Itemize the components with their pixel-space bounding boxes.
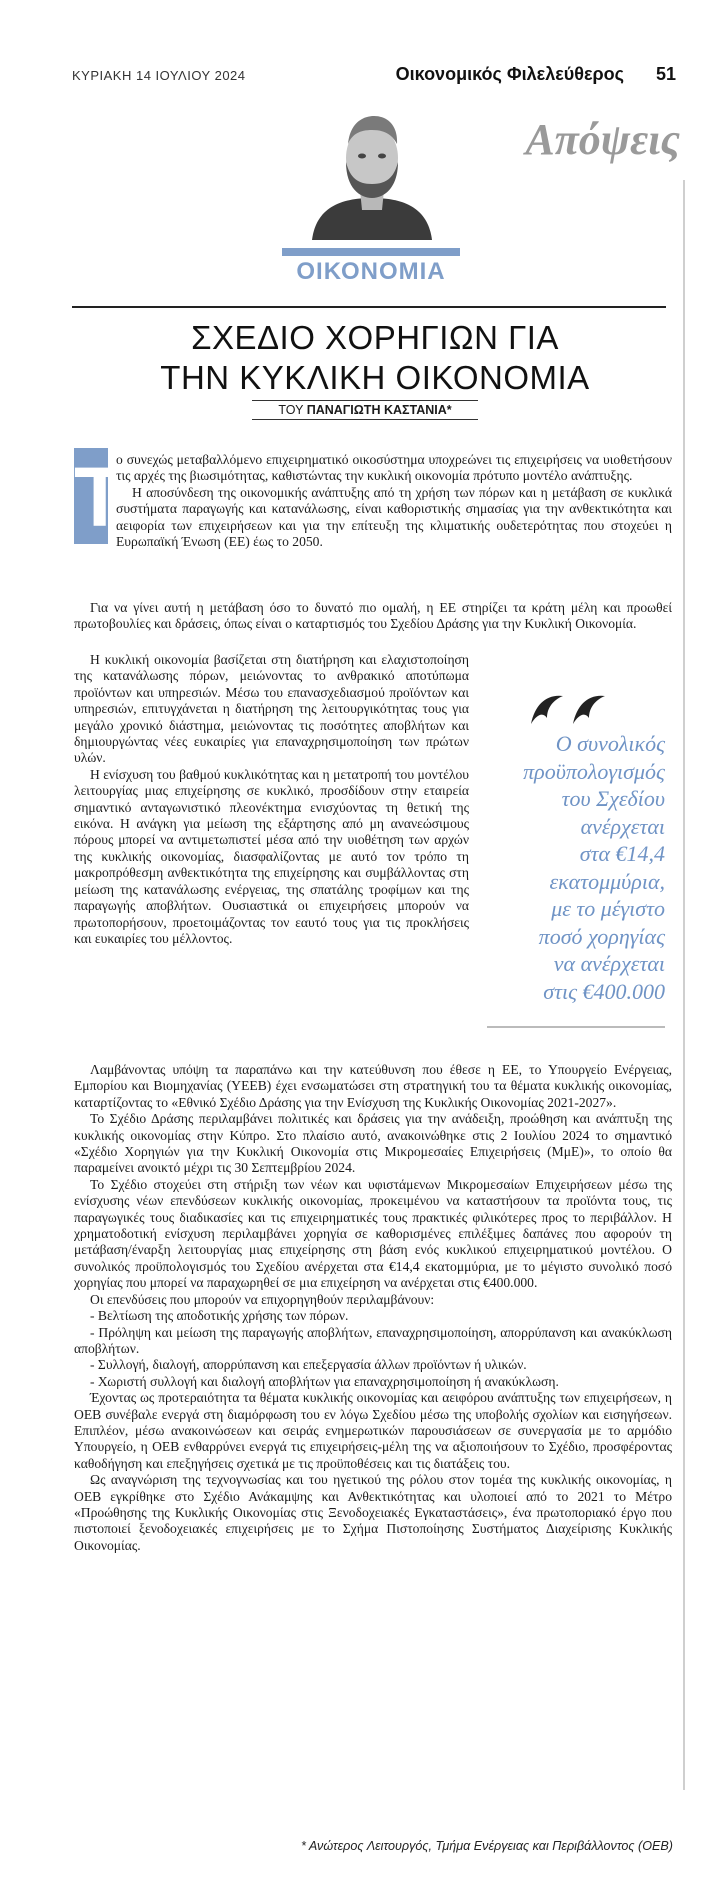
page-number: 51 xyxy=(655,64,676,84)
paragraph-10: Έχοντας ως προτεραιότητα τα θέματα κυκλικής οικονομίας και αειφόρου ανάπτυξης των επιχειρήσεων, η ΟΕΒ συνέβαλε ενεργά στη διαμόρφωση του εν λόγω Σχεδίου μέσω της υποβολής σχολίων και εισηγήσεων. Επιπλέον, μέσω ανακοινώσεων και σειράς ενημερωτικών παρουσιάσεων σε συνεργασία με το αρμόδιο Υπουργείο, η ΟΕΒ ενθαρρύνει ενεργά τις επιχειρήσεις-μέλη της να αξιοποιήσουν το Σχέδιο, προσφέροντας καθοδήγηση και επεξηγήσεις σχετικά με τις προϋποθέσεις και τις διατάξεις του. xyxy=(74,1390,672,1471)
category-label xyxy=(282,248,460,290)
paragraph-8: Το Σχέδιο στοχεύει στη στήριξη των νέων και υφιστάμενων Μικρομεσαίων Επιχειρήσεων μέσω της ενίσχυσης νέων επενδύσεων κυκλικής οικονομίας, προκειμένου να καταστήσουν τα προϊόντα τους, τις παραγωγικές τους διαδικασίες και τις επιχειρηματικές τους πρακτικές φιλικότερες προς το περιβάλλον. Η χρηματοδοτική ενίσχυση περιλαμβάνει χορηγία σε καθορισμένες επιλέξιμες δαπάνες που αφορούν τη μετάβαση/έναρξη λειτουργίας μιας επιχείρησης στη βάση ενός κυκλικού επιχειρηματικού μοντέλου. Ο συνολικός προϋπολογισμός του Σχεδίου ανέρχεται στα €14,4 εκατομμύρια, με το μέγιστο συνολικό ποσό χορηγίας που μπορεί να παραχωρηθεί σε μια επιχείρηση να ανέρχεται στις €400.000. xyxy=(74,1176,672,1291)
paragraph-9: Οι επενδύσεις που μπορούν να επιχορηγηθούν περιλαμβάνουν: xyxy=(90,1291,435,1307)
headline-line-1: ΣΧΕΔΙΟ ΧΟΡΗΓΙΩΝ ΓΙΑ xyxy=(191,319,559,356)
pull-quote-line: ποσό χορηγίας xyxy=(538,923,665,949)
byline-prefix: ΤΟΥ xyxy=(278,403,304,417)
pull-quote-line: εκατομμύρια, xyxy=(549,868,665,894)
pull-quote-line: να ανέρχεται xyxy=(553,951,665,976)
pull-quote-text xyxy=(487,730,665,1005)
bullet-item: - Πρόληψη και μείωση της παραγωγής αποβλήτων, επαναχρησιμοποίηση, απορρύπανση και ανακύκλωση αποβλήτων. xyxy=(74,1324,672,1356)
author-portrait xyxy=(302,100,442,240)
pull-quote-line: στις €400.000 xyxy=(543,978,665,1004)
dropcap-letter: Τ xyxy=(74,450,126,544)
paragraph-1: ο συνεχώς μεταβαλλόμενο επιχειρηματικό οικοσύστημα υποχρεώνει τις επιχειρήσεις να υιοθετήσουν τις αρχές της βιωσιμότητας, καθιστώντας την κυκλική οικονομία πρότυπο μοντέλο ανάπτυξης. xyxy=(116,452,672,484)
quote-marks-icon xyxy=(525,690,625,730)
paragraph-6: Λαμβάνοντας υπόψη τα παραπάνω και την κατεύθυνση που έθεσε η ΕΕ, το Υπουργείο Ενέργειας, Εμπορίου και Βιομηχανίας (ΥΕΕΒ) έχει ενσωματώσει στη στρατηγική του τα θέματα κυκλικής οικονομίας, καταρτίζοντας το «Εθνικό Σχέδιο Δράσης για την Ενίσχυση της Κυκλικής Οικονομίας 2021-2027». xyxy=(74,1062,672,1110)
paragraph-2: Η αποσύνδεση της οικονομικής ανάπτυξης από τη χρήση των πόρων και η μετάβαση σε κυκλικά συστήματα παραγωγής και κατανάλωσης, είναι καθοριστικής σημασίας για την ανθεκτικότητα και αειφορία των επιχειρήσεων και για την επίτευξη της κλιματικής ουδετερότητας που στοχεύει η Ευρωπαϊκή Ένωση (ΕΕ) έως το 2050. xyxy=(116,484,672,550)
section-title: Απόψεις xyxy=(525,115,680,164)
pull-quote-rule xyxy=(487,1026,665,1028)
paragraph-11: Ως αναγνώριση της τεχνογνωσίας και του ηγετικού της ρόλου στον τομέα της κυκλικής οικονομίας, η ΟΕΒ εγκρίθηκε στο Σχέδιο Ανάκαμψης και Ανθεκτικότητας και υλοποιεί από το 2021 το Μέτρο «Προώθησης της Κυκλικής Οικονομίας στις Ξενοδοχειακές Εγκαταστάσεις», ένα πρωτοποριακό έργο που πιστοποιεί ξενοδοχειακές επιχειρήσεις με το Σχήμα Πιστοποίησης Συστήματος Διαχείρισης Κυκλικής Οικονομίας. xyxy=(74,1472,672,1553)
category-text: ΟΙΚΟΝΟΜΙΑ xyxy=(296,258,446,285)
headline-rule xyxy=(72,306,666,308)
byline xyxy=(252,400,478,420)
dropcap xyxy=(74,448,126,544)
article-intro xyxy=(116,452,672,550)
article-wide-1 xyxy=(74,600,672,633)
pull-quote-line: προϋπολογισμός xyxy=(523,758,665,784)
paragraph-4: Η κυκλική οικονομία βασίζεται στη διατήρηση και ελαχιστοποίηση της κατανάλωσης πόρων, μειώνοντας το ανθρακικό αποτύπωμα προϊόντων και υπηρεσιών. Μέσω του επανασχεδιασμού προϊόντων και υπηρεσιών, επιτυγχάνεται η διατήρηση της λειτουργικότητας τους για μεγάλο χρονικό διάστημα, μειώνοντας τις ποσότητες αποβλήτων και δημιουργώντας νέες ευκαιρίες για επαναχρησιμοποίηση των πρώτων υλών. xyxy=(74,652,469,766)
article-wide-2 xyxy=(74,1062,672,1554)
headline-line-2: ΤΗΝ ΚΥΚΛΙΚΗ ΟΙΚΟΝΟΜΙΑ xyxy=(160,359,590,396)
pull-quote-line: στα €14,4 xyxy=(579,841,665,866)
pull-quote-line: με το μέγιστο xyxy=(551,896,665,921)
bullet-item: - Συλλογή, διαλογή, απορρύπανση και επεξεργασία άλλων προϊόντων ή υλικών. xyxy=(90,1357,527,1373)
paragraph-7: Το Σχέδιο Δράσης περιλαμβάνει πολιτικές και δράσεις για την ανάδειξη, προώθηση και ανάπτυξη της κυκλικής οικονομίας στην Κύπρο. Στο πλαίσιο αυτό, ανακοινώθηκε στις 2 Ιουλίου 2024 το σημαντικό «Σχέδιο Χορηγιών για την Κυκλική Οικονομία στις Μικρομεσαίες Επιχειρήσεις (ΜμΕ)», το οποίο θα παραμείνει ανοικτό μέχρι τις 30 Σεπτεμβρίου 2024. xyxy=(74,1111,672,1176)
pull-quote-line: Ο συνολικός xyxy=(555,731,665,756)
column-rule xyxy=(683,180,685,1790)
newspaper-name: Οικονομικός Φιλελεύθερος xyxy=(395,64,624,84)
bullet-item: - Βελτίωση της αποδοτικής χρήσης των πόρων. xyxy=(90,1308,349,1324)
page-header xyxy=(72,64,676,86)
bullet-item: - Χωριστή συλλογή και διαλογή αποβλήτων για επαναχρησιμοποίηση ή ανακύκλωση. xyxy=(90,1373,559,1389)
paragraph-3: Για να γίνει αυτή η μετάβαση όσο το δυνατό πιο ομαλή, η ΕΕ στηρίζει τα κράτη μέλη και προωθεί πρωτοβουλίες και δράσεις, όπως είναι ο καταρτισμός του Σχεδίου Δράσης για την Κυκλική Οικονομία. xyxy=(74,600,672,632)
pull-quote-line: ανέρχεται xyxy=(580,813,665,839)
author-footnote: * Ανώτερος Λειτουργός, Τμήμα Ενέργειας και Περιβάλλοντος (ΟΕΒ) xyxy=(300,1839,673,1853)
article-headline xyxy=(80,318,670,398)
paragraph-5: Η ενίσχυση του βαθμού κυκλικότητας και η μετατροπή του μοντέλου λειτουργίας μιας επιχείρησης σε κυκλικό, προσδίδουν στην εταιρεία σημαντικό ανταγωνιστικό πλεονέκτημα ενισχύοντας τη θετική της εικόνα. Η ανάγκη για μείωση της εξάρτησης από μη ανανεώσιμους πόρους μπορεί να αντιμετωπιστεί μέσα από την υιοθέτηση των αρχών της κυκλικής οικονομίας, διασφαλίζοντας με αυτό τον τρόπο τη μακροπρόθεσμη ανθεκτικότητα της επιχείρησης και συμβάλλοντας στη μείωση της κατανάλωσης ενέργειας, της σπατάλης τροφίμων και της παραγωγής αποβλήτων. Ουσιαστικά οι επιχειρήσεις μπορούν να πρωτοπορήσουν, προετοιμάζοντας τον εαυτό τους για τις προκλήσεις και ευκαιρίες του μέλλοντος. xyxy=(74,766,469,946)
issue-date: ΚΥΡΙΑΚΗ 14 ΙΟΥΛΙΟΥ 2024 xyxy=(72,68,246,83)
author-name: ΠΑΝΑΓΙΩΤΗ ΚΑΣΤΑΝΙΑ* xyxy=(306,403,452,417)
category-bar-top xyxy=(282,248,460,256)
article-column-narrow xyxy=(74,652,469,947)
pull-quote-line: του Σχεδίου xyxy=(561,786,665,811)
